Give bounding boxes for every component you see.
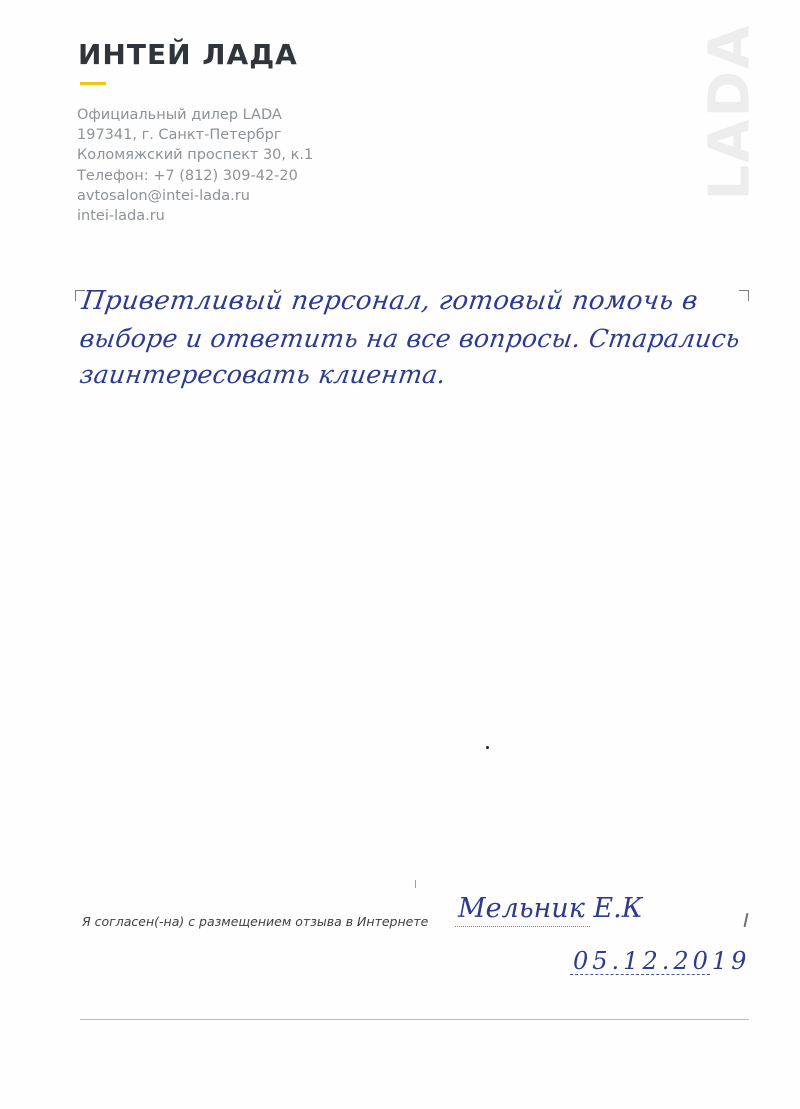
date-underline	[570, 974, 710, 975]
review-date: 05.12.2019	[573, 947, 751, 975]
address-line: 197341, г. Санкт-Петербрг	[77, 127, 282, 144]
company-logo-text: ИНТЕЙ ЛАДА	[78, 38, 298, 71]
signature-line	[455, 926, 590, 927]
field-tick-mark	[744, 913, 748, 927]
email-line: avtosalon@intei-lada.ru	[77, 187, 250, 204]
dealer-line: Официальный дилер LADA	[77, 107, 282, 123]
watermark-text: LADA	[697, 23, 763, 201]
lada-watermark	[697, 23, 763, 201]
consent-label: Я согласен(-на) с размещением отзыва в Интернете	[82, 914, 429, 929]
website-line: intei-lada.ru	[77, 208, 165, 225]
street-line: Коломяжский проспект 30, к.1	[77, 147, 314, 164]
phone-line: Телефон: +7 (812) 309-42-20	[77, 167, 298, 184]
ink-dot	[486, 746, 489, 749]
brand-accent-bar	[80, 82, 106, 85]
contact-block	[77, 105, 313, 226]
footer-divider	[80, 1019, 749, 1020]
review-line-1: Приветливый персонал, готовый помочь в	[79, 286, 700, 316]
review-line-2: выборе и ответить на все вопросы. Старались	[77, 324, 743, 353]
review-line-3: заинтересовать клиента.	[77, 360, 448, 389]
scan-mark	[415, 880, 416, 888]
signature: Мельник Е.К	[458, 893, 643, 924]
field-corner-top-right	[739, 290, 749, 301]
